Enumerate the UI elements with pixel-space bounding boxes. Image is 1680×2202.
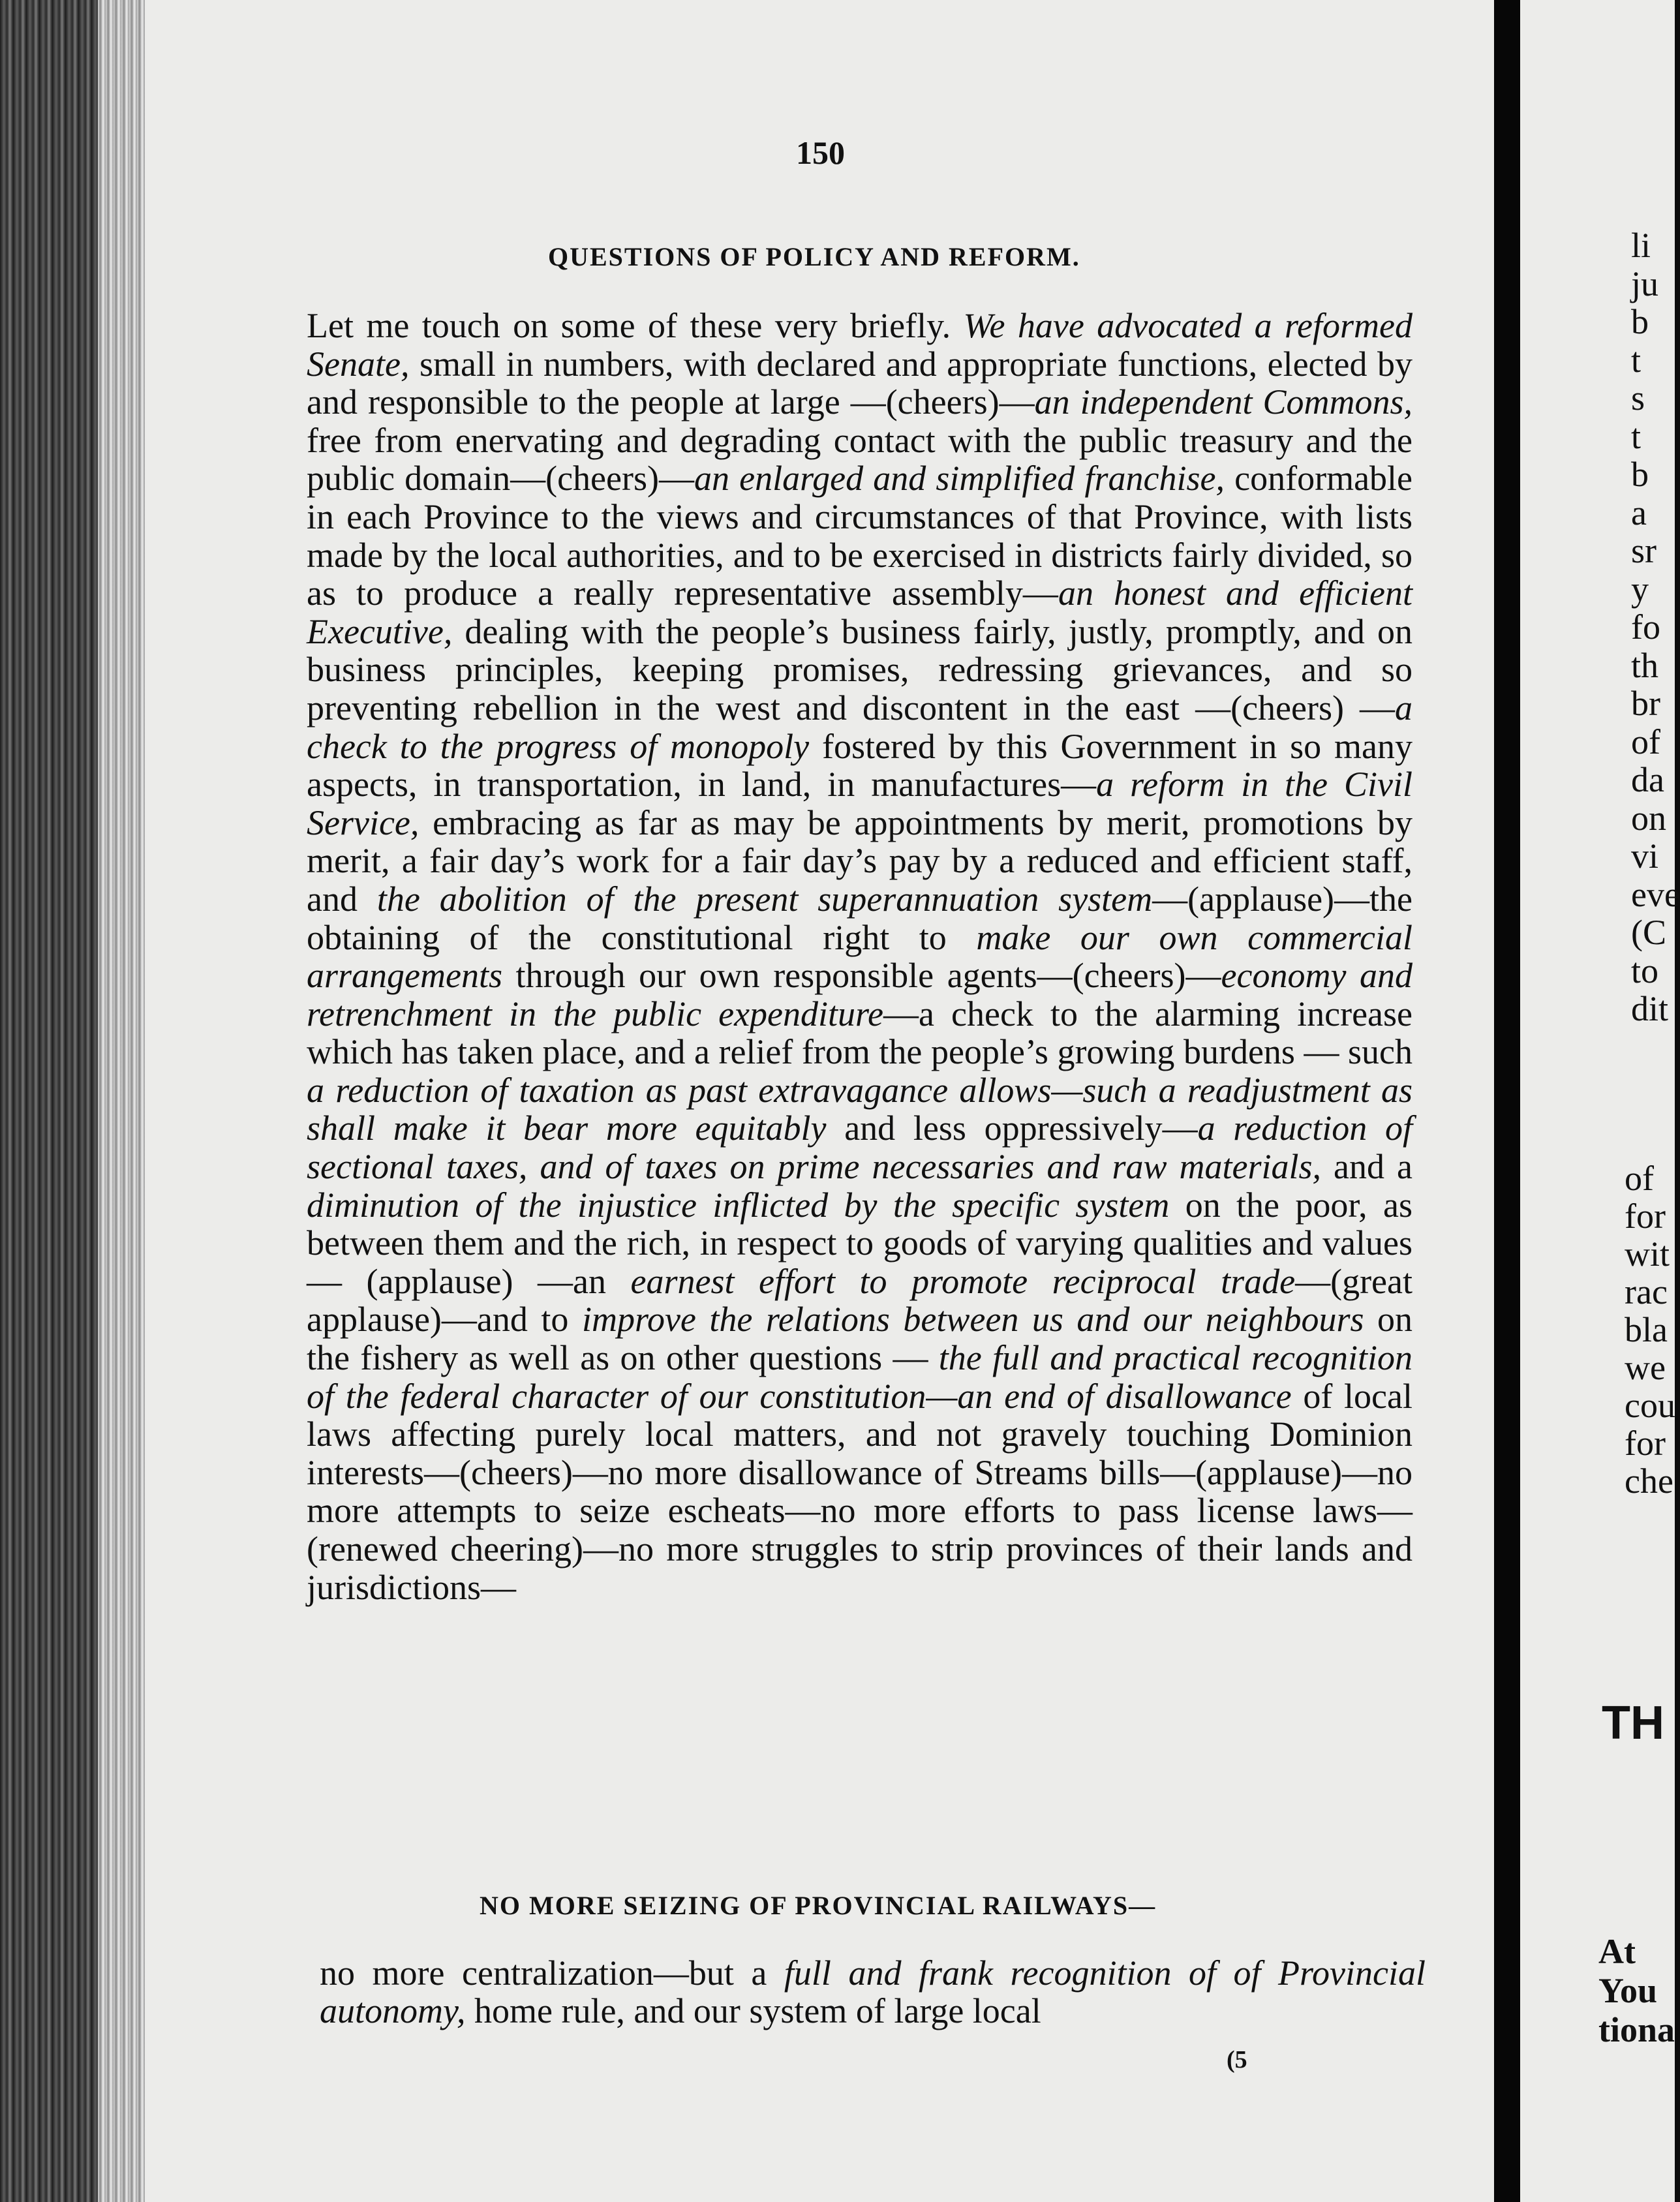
right-page-heading: TH <box>1602 1697 1664 1749</box>
right-page-fragment-line: y <box>1631 569 1649 609</box>
right-page-fragment-line: b <box>1631 302 1649 341</box>
right-page-fragment-line: on <box>1631 798 1666 838</box>
body-text: Let me touch on some of these very briefly. We have advocated a reformed Senate, small in numbers, with declared and appropriate functions, elected by and responsible to the people at large —(cheers)—an independent Commons, free from enervating and degrading contact with the public treasury and the public domain—(cheers)—an enlarged and simplified franchise, conformable in each Province to the views and circumstances of that Province, with lists made by the local authorities, and to be exercised in districts fairly divided, so as to produce a really representative assembly—an honest and efficient Executive, dealing with the people’s business fairly, justly, promptly, and on business principles, keeping promises, redressing grievances, and so preventing rebellion in the west and discontent in the east —(cheers) —a check to the progress of monopoly fostered by this Government in so many aspects, in transportation, in land, in manufactures—a reform in the Civil Service, embracing as far as may be appointments by merit, promotions by merit, a fair day’s work for a fair day’s pay by a reduced and efficient staff, and the abolition of the present superannuation system—(applause)—the obtaining of the constitutional right to make our own commercial arrangements through our own responsible agents—(cheers)—economy and retrenchment in the public expenditure—a check to the alarming increase which has taken place, and a relief from the people’s growing burdens — such a reduction of taxation as past extravagance allows—such a readjustment as shall make it bear more equitably and less oppressively—a reduction of sectional taxes, and of taxes on prime necessaries and raw materials, and a diminution of the injustice inflicted by the specific system on the poor, as between them and the rich, in respect to goods of varying qualities and values— (applause) —an earnest effort to promote reciprocal trade—(great applause)—and to improve the relations between us and our neighbours on the fishery as well as on other questions — the full and practical recognition of the federal character of our constitution—an end of disallowance of local laws affecting purely local matters, and not gravely touching Dominion interests—(cheers)—no more disallowance of Streams bills—(applause)—no more attempts to seize escheats—no more efforts to pass license laws—(renewed cheering)—no more struggles to strip provinces of their lands and jurisdictions— <box>307 306 1413 1607</box>
right-page-fragment-line: You <box>1598 1971 1658 2010</box>
right-page-fragment-line: b <box>1631 455 1649 494</box>
right-page-fragment-line: li <box>1631 226 1651 265</box>
right-page-fragment-line: we <box>1625 1348 1666 1387</box>
right-page-fragment-line: che <box>1625 1461 1673 1501</box>
right-page-fragment-line: to <box>1631 951 1659 990</box>
right-page-fragment-line: s <box>1631 378 1645 418</box>
book-gutter <box>1494 0 1520 2202</box>
right-page-fragment-line: (C <box>1631 913 1666 952</box>
right-page-fragment-line: cou <box>1625 1386 1675 1425</box>
right-page-fragment-line: for <box>1625 1197 1666 1236</box>
body-paragraph <box>307 307 1413 1606</box>
right-page-fragment-line: dit <box>1631 989 1669 1028</box>
right-page-fragment-line: bla <box>1625 1310 1668 1349</box>
right-page-fragment-line: th <box>1631 645 1659 685</box>
continuation-paragraph <box>320 1954 1426 2030</box>
right-page-fragment-line: a <box>1631 493 1647 532</box>
right-page-fragment-line: eve <box>1631 874 1680 914</box>
right-page-fragment-line: tiona <box>1598 2010 1675 2049</box>
right-page-fragment-line: t <box>1631 416 1642 456</box>
right-page-fragment-line: of <box>1625 1159 1654 1198</box>
right-page-fragment-line: da <box>1631 760 1664 799</box>
signature-mark: (5 <box>1227 2046 1247 2073</box>
continuation-text: no more centralization—but a full and frank recognition of of Provincial autonomy, home rule, and our system of large local <box>320 1953 1426 2030</box>
right-page-fragment-line: vi <box>1631 836 1659 876</box>
right-page-fragment-line: rac <box>1625 1272 1668 1311</box>
right-page-fragment-line: wit <box>1625 1234 1670 1274</box>
right-page-fragment-line: fo <box>1631 607 1660 647</box>
page-number: 150 <box>796 134 845 171</box>
right-page-fragment <box>1520 0 1680 2202</box>
right-page-fragment-line: t <box>1631 340 1642 380</box>
section-subheading: NO MORE SEIZING OF PROVINCIAL RAILWAYS— <box>480 1891 1157 1920</box>
right-page-fragment-line: of <box>1631 722 1660 761</box>
right-page-fragment-line: ju <box>1631 264 1659 303</box>
book-page-edges <box>98 0 147 2202</box>
right-page-fragment-line: sr <box>1631 531 1657 570</box>
right-page-fragment-line: br <box>1631 684 1660 723</box>
right-page-fragment-line: At <box>1598 1932 1636 1971</box>
right-page-fragment-line: for <box>1625 1424 1666 1463</box>
running-head: QUESTIONS OF POLICY AND REFORM. <box>548 242 1080 271</box>
